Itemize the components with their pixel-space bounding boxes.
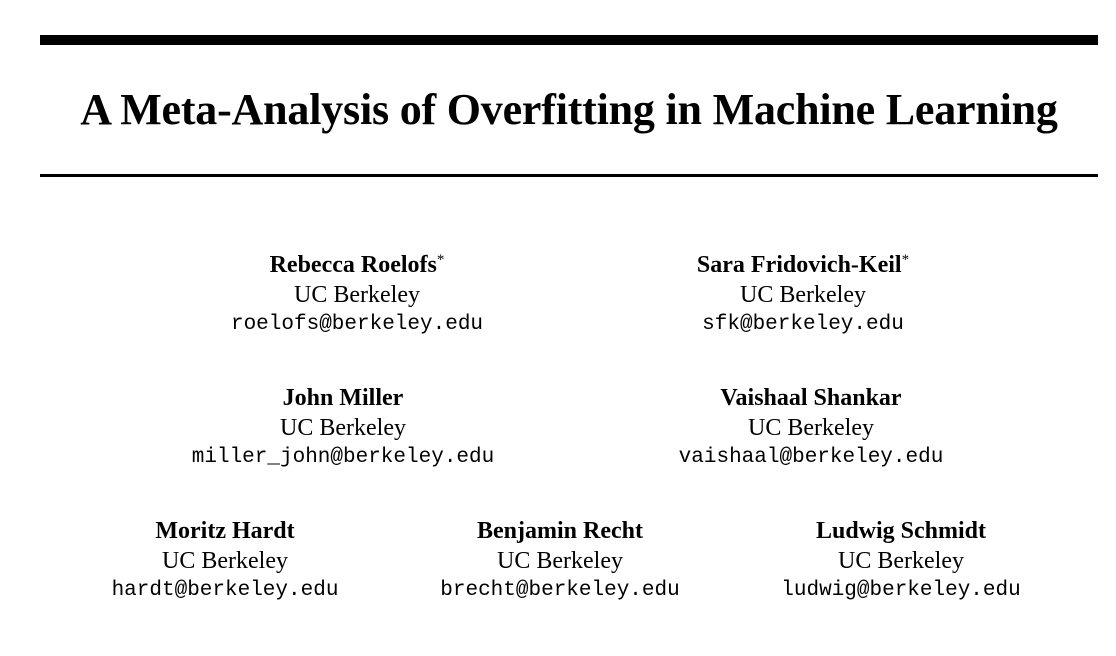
author-affiliation: UC Berkeley [162, 548, 288, 574]
author-name-text: Rebecca Roelofs [269, 252, 437, 278]
author-name-text: Ludwig Schmidt [815, 518, 987, 544]
author-block-miller [192, 383, 494, 473]
title-top-rule [40, 35, 1098, 45]
author-email: ludwig@berkeley.edu [781, 579, 1021, 602]
author-block-roelofs [231, 250, 483, 340]
author-name [112, 516, 339, 546]
author-name-text: Vaishaal Shankar [720, 385, 902, 411]
author-name-text: Sara Fridovich-Keil [696, 252, 902, 278]
author-name-text: Moritz Hardt [155, 518, 295, 544]
author-block-shankar [679, 383, 944, 473]
author-name [679, 383, 944, 413]
author-email: miller_john@berkeley.edu [191, 446, 495, 469]
equal-contribution-mark: * [901, 252, 910, 268]
author-name [781, 516, 1020, 546]
author-email: brecht@berkeley.edu [440, 579, 680, 602]
author-name [697, 250, 909, 280]
author-block-recht [440, 516, 679, 606]
author-affiliation: UC Berkeley [740, 282, 866, 308]
author-affiliation: UC Berkeley [497, 548, 623, 574]
author-name [192, 383, 494, 413]
author-name-text: John Miller [282, 385, 404, 411]
title-bottom-rule [40, 174, 1098, 177]
author-block-hardt [112, 516, 339, 606]
author-affiliation: UC Berkeley [294, 282, 420, 308]
author-block-schmidt [781, 516, 1020, 606]
paper-title: A Meta-Analysis of Overfitting in Machine Learning [80, 85, 1058, 134]
author-name-text: Benjamin Recht [477, 518, 643, 544]
author-email: vaishaal@berkeley.edu [678, 446, 944, 469]
author-affiliation: UC Berkeley [838, 548, 964, 574]
equal-contribution-mark: * [436, 252, 445, 268]
author-name [440, 516, 679, 546]
author-affiliation: UC Berkeley [748, 415, 874, 441]
author-email: sfk@berkeley.edu [702, 313, 904, 336]
author-email: hardt@berkeley.edu [111, 579, 339, 602]
author-affiliation: UC Berkeley [280, 415, 406, 441]
author-block-fridovich-keil [697, 250, 909, 340]
author-email: roelofs@berkeley.edu [230, 313, 484, 336]
author-name [231, 250, 483, 280]
